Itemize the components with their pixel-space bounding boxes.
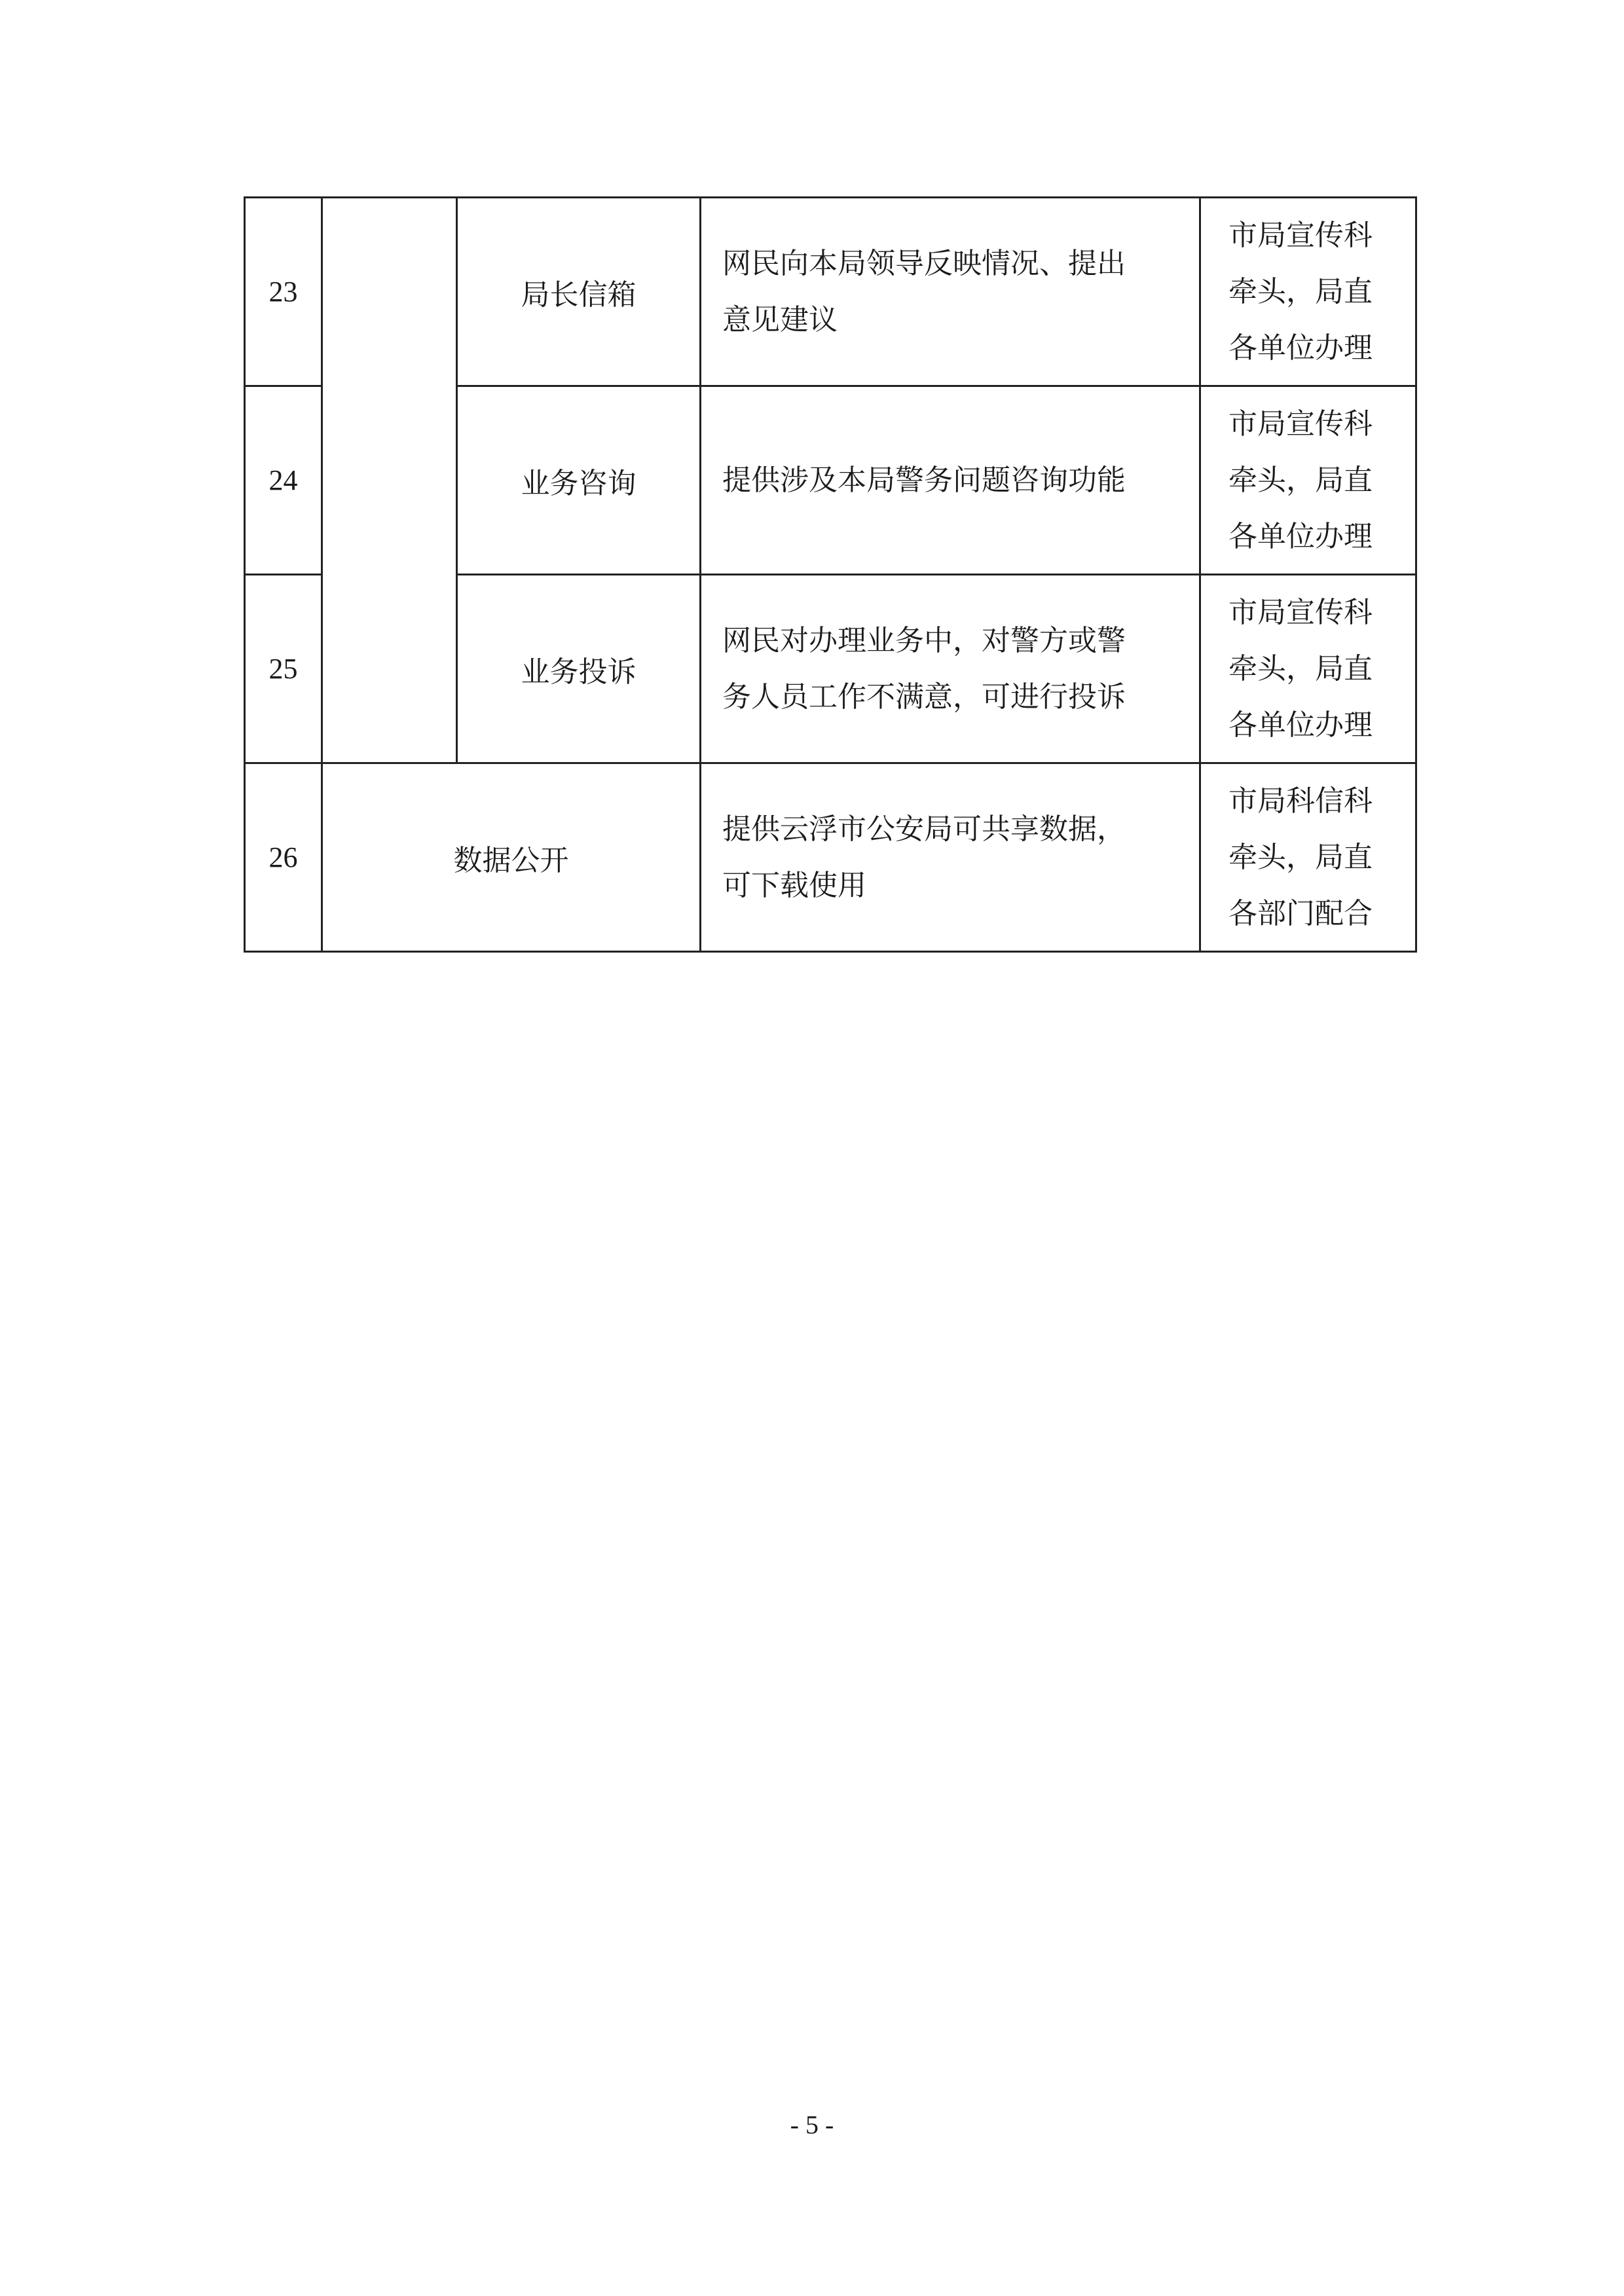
row-number: 23: [245, 198, 322, 386]
service-table: [244, 196, 1417, 953]
item-name: 业务咨询: [457, 386, 701, 575]
responsible-text: 市局宣传科 牵头，局直 各单位办理: [1228, 595, 1373, 742]
responsible-text: 市局科信科 牵头，局直 各部门配合: [1228, 784, 1373, 930]
description-text: 提供涉及本局警务问题咨询功能: [722, 463, 1126, 497]
responsible-text: 市局宣传科 牵头，局直 各单位办理: [1228, 407, 1373, 553]
row-number: 26: [245, 763, 322, 952]
responsible-unit: [1200, 575, 1416, 763]
category-cell: [322, 198, 457, 763]
table-row: [245, 198, 1416, 386]
row-number: 25: [245, 575, 322, 763]
item-name: 业务投诉: [457, 575, 701, 763]
item-description: [701, 198, 1200, 386]
responsible-unit: [1200, 763, 1416, 952]
responsible-unit: [1200, 198, 1416, 386]
description-text: 网民对办理业务中，对警方或警 务人员工作不满意，可进行投诉: [722, 623, 1126, 714]
item-name: 局长信箱: [457, 198, 701, 386]
item-name: 数据公开: [322, 763, 701, 952]
item-description: [701, 386, 1200, 575]
table-row: [245, 763, 1416, 952]
item-description: [701, 575, 1200, 763]
description-text: 提供云浮市公安局可共享数据， 可下载使用: [722, 812, 1126, 902]
responsible-unit: [1200, 386, 1416, 575]
description-text: 网民向本局领导反映情况、提出 意见建议: [722, 246, 1126, 337]
page-number: - 5 -: [790, 2110, 834, 2140]
row-number: 24: [245, 386, 322, 575]
item-description: [701, 763, 1200, 952]
responsible-text: 市局宣传科 牵头，局直 各单位办理: [1228, 218, 1373, 365]
